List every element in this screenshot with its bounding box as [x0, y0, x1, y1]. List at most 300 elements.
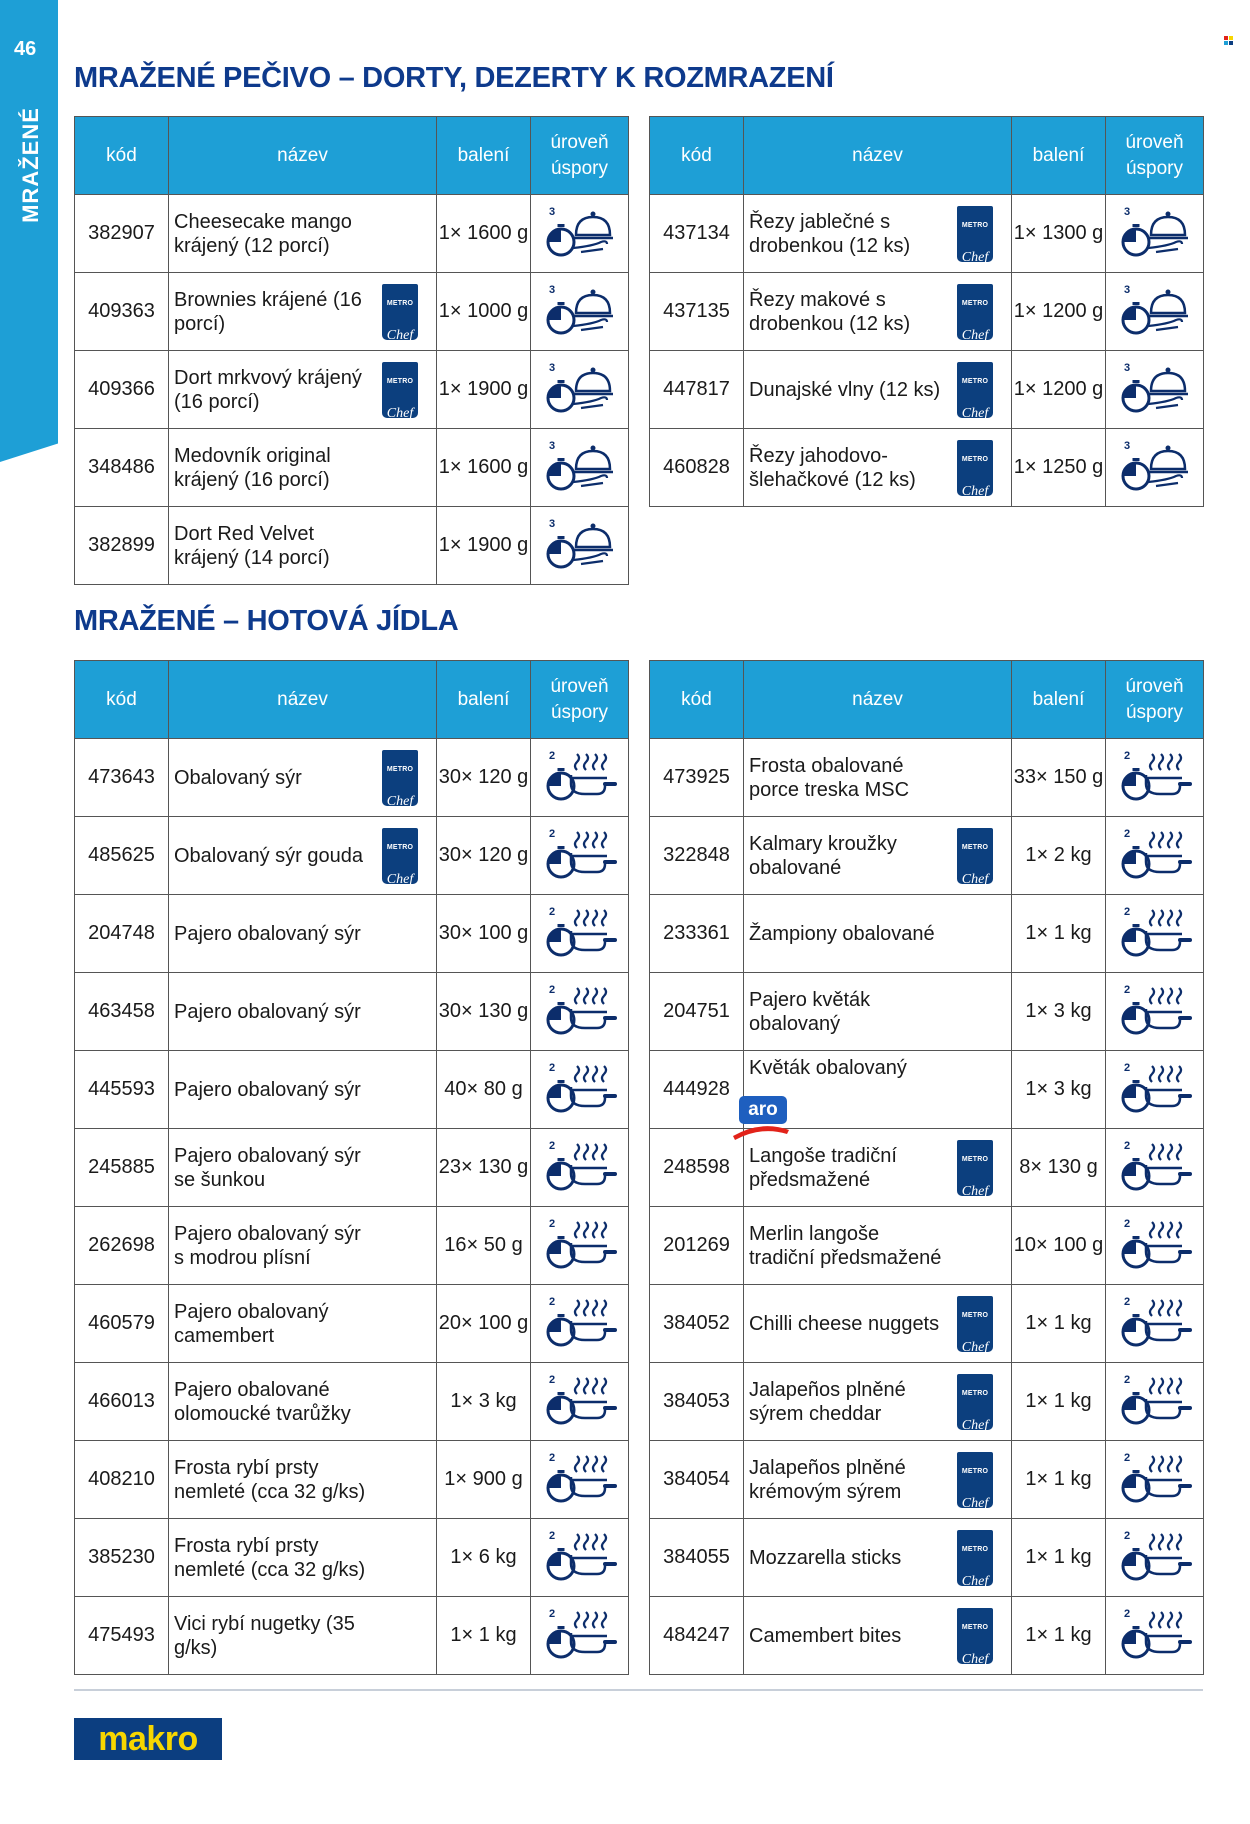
side-tab [0, 0, 58, 462]
product-name-cell [169, 739, 437, 817]
thaw-cloche-icon [543, 282, 617, 342]
product-pack: 8× 130 g [1012, 1129, 1106, 1207]
product-pack: 1× 1600 g [437, 429, 531, 507]
saving-level-cell [531, 1441, 629, 1519]
saving-level-cell [1106, 429, 1204, 507]
table-row [650, 1441, 1204, 1519]
fry-pan-icon [1118, 826, 1192, 886]
desserts-table-right [649, 116, 1204, 507]
fry-pan-icon [543, 1060, 617, 1120]
saving-level-cell [1106, 1051, 1204, 1129]
product-code: 245885 [75, 1129, 169, 1207]
saving-level-cell [1106, 973, 1204, 1051]
product-name: Brownies krájené (16 porcí) [174, 288, 362, 335]
saving-level-cell [531, 1285, 629, 1363]
thaw-cloche-icon [1118, 438, 1192, 498]
metro-chef-logo: METRO Chef [957, 1608, 993, 1664]
saving-level-cell [531, 895, 629, 973]
fry-pan-icon [1118, 982, 1192, 1042]
table-row [75, 1597, 629, 1675]
product-pack: 1× 3 kg [1012, 1051, 1106, 1129]
table-row [650, 1207, 1204, 1285]
product-code: 444928 [650, 1051, 744, 1129]
product-name-cell [169, 1207, 437, 1285]
thaw-cloche-icon [1118, 282, 1192, 342]
product-pack: 10× 100 g [1012, 1207, 1106, 1285]
metro-chef-logo: METRO Chef [382, 750, 418, 806]
aro-logo: aro [731, 1096, 791, 1140]
product-name: Cheesecake mango krájený (12 porcí) [174, 210, 352, 257]
product-name: Pajero obalovaný sýr [174, 1078, 361, 1101]
product-name: Chilli cheese nuggets [749, 1312, 940, 1335]
fry-pan-icon [1118, 1060, 1192, 1120]
product-name-cell [744, 1129, 1012, 1207]
col-header-name: název [744, 661, 1012, 739]
product-name-cell [744, 429, 1012, 507]
table-row [650, 1129, 1204, 1207]
table-row [650, 1519, 1204, 1597]
svg-text:3: 3 [548, 517, 555, 530]
svg-text:2: 2 [548, 983, 555, 996]
svg-text:3: 3 [548, 439, 555, 452]
svg-text:2: 2 [1123, 749, 1130, 762]
saving-level-cell [1106, 1363, 1204, 1441]
product-pack: 1× 1900 g [437, 351, 531, 429]
metro-chef-logo: METRO Chef [382, 362, 418, 418]
product-name: Merlin langoše tradiční předsmažené [749, 1222, 942, 1269]
product-code: 384053 [650, 1363, 744, 1441]
product-code: 384052 [650, 1285, 744, 1363]
saving-level-cell [531, 1051, 629, 1129]
thaw-cloche-icon [1118, 360, 1192, 420]
product-name: Frosta rybí prsty nemleté (cca 32 g/ks) [174, 1456, 366, 1503]
thaw-cloche-icon [1118, 204, 1192, 264]
product-name: Pajero obalovaný sýr [174, 922, 361, 945]
saving-level-cell [1106, 1519, 1204, 1597]
product-name-cell [744, 739, 1012, 817]
product-code: 460579 [75, 1285, 169, 1363]
svg-text:2: 2 [548, 1373, 555, 1386]
product-code: 460828 [650, 429, 744, 507]
saving-level-cell [1106, 1129, 1204, 1207]
metro-chef-logo: METRO Chef [957, 362, 993, 418]
product-name: Řezy jablečné s drobenkou (12 ks) [749, 210, 911, 257]
metro-chef-logo: METRO Chef [957, 1452, 993, 1508]
thaw-cloche-icon [543, 360, 617, 420]
col-header-pack: balení [437, 661, 531, 739]
saving-level-cell [1106, 817, 1204, 895]
saving-level-cell [531, 739, 629, 817]
product-code: 409363 [75, 273, 169, 351]
svg-text:2: 2 [548, 1529, 555, 1542]
fry-pan-icon [543, 1216, 617, 1276]
thaw-cloche-icon [543, 438, 617, 498]
table-row [650, 429, 1204, 507]
product-code: 382899 [75, 507, 169, 585]
table-header-row [75, 661, 629, 739]
product-pack: 1× 1 kg [1012, 895, 1106, 973]
saving-level-cell [531, 273, 629, 351]
col-header-code: kód [650, 117, 744, 195]
col-header-code: kód [75, 117, 169, 195]
fry-pan-icon [1118, 1372, 1192, 1432]
svg-text:2: 2 [548, 1061, 555, 1074]
table-header-row [650, 117, 1204, 195]
svg-text:2: 2 [1123, 1061, 1130, 1074]
saving-level-cell [1106, 351, 1204, 429]
saving-level-cell [1106, 1597, 1204, 1675]
product-name-cell [169, 817, 437, 895]
product-name: Dort mrkvový krájený (16 porcí) [174, 366, 362, 413]
product-pack: 1× 2 kg [1012, 817, 1106, 895]
svg-text:2: 2 [1123, 983, 1130, 996]
product-name: Obalovaný sýr gouda [174, 844, 364, 867]
svg-text:2: 2 [1123, 1139, 1130, 1152]
svg-text:2: 2 [1123, 1217, 1130, 1230]
col-header-level: úroveň úspory [531, 661, 629, 739]
product-name-cell [169, 1519, 437, 1597]
product-code: 409366 [75, 351, 169, 429]
saving-level-cell [531, 1597, 629, 1675]
saving-level-cell [1106, 1207, 1204, 1285]
product-pack: 1× 1300 g [1012, 195, 1106, 273]
product-name-cell [169, 429, 437, 507]
svg-text:2: 2 [548, 1451, 555, 1464]
table-row [650, 1051, 1204, 1129]
table-row [75, 1207, 629, 1285]
metro-chef-logo: METRO Chef [382, 828, 418, 884]
product-pack: 1× 1250 g [1012, 429, 1106, 507]
meals-table-right [649, 660, 1204, 1675]
svg-text:2: 2 [548, 1607, 555, 1620]
product-code: 384055 [650, 1519, 744, 1597]
product-name-cell [744, 1519, 1012, 1597]
product-pack: 30× 120 g [437, 817, 531, 895]
product-name-cell [169, 195, 437, 273]
product-pack: 30× 120 g [437, 739, 531, 817]
product-code: 466013 [75, 1363, 169, 1441]
product-name-cell [169, 1441, 437, 1519]
product-pack: 33× 150 g [1012, 739, 1106, 817]
metro-chef-logo: METRO Chef [957, 284, 993, 340]
table-row [75, 195, 629, 273]
fry-pan-icon [543, 982, 617, 1042]
product-name-cell [169, 895, 437, 973]
table-row [650, 1285, 1204, 1363]
product-code: 348486 [75, 429, 169, 507]
product-pack: 20× 100 g [437, 1285, 531, 1363]
table-row [650, 1363, 1204, 1441]
table-row [75, 351, 629, 429]
col-header-pack: balení [1012, 661, 1106, 739]
product-name-cell [744, 1441, 1012, 1519]
table-row [75, 739, 629, 817]
saving-level-cell [531, 1519, 629, 1597]
table-row [650, 1597, 1204, 1675]
product-code: 204751 [650, 973, 744, 1051]
table-row [650, 739, 1204, 817]
svg-text:2: 2 [548, 827, 555, 840]
thaw-cloche-icon [543, 204, 617, 264]
product-code: 437134 [650, 195, 744, 273]
product-name: Frosta obalované porce treska MSC [749, 754, 910, 801]
product-name-cell [744, 1285, 1012, 1363]
svg-text:3: 3 [548, 361, 555, 374]
product-pack: 1× 6 kg [437, 1519, 531, 1597]
saving-level-cell [531, 429, 629, 507]
product-code: 437135 [650, 273, 744, 351]
product-name-cell [169, 973, 437, 1051]
col-header-name: název [169, 661, 437, 739]
metro-chef-logo: METRO Chef [957, 1374, 993, 1430]
saving-level-cell [1106, 1441, 1204, 1519]
saving-level-cell [1106, 273, 1204, 351]
product-pack: 1× 900 g [437, 1441, 531, 1519]
product-name: Pajero květák obalovaný [749, 988, 871, 1035]
table-row [75, 817, 629, 895]
saving-level-cell [1106, 195, 1204, 273]
product-name: Langoše tradiční předsmažené [749, 1144, 897, 1191]
product-name: Frosta rybí prsty nemleté (cca 32 g/ks) [174, 1534, 366, 1581]
table-row [650, 351, 1204, 429]
product-pack: 1× 1900 g [437, 507, 531, 585]
product-pack: 1× 1 kg [1012, 1519, 1106, 1597]
product-code: 382907 [75, 195, 169, 273]
saving-level-cell [1106, 895, 1204, 973]
fry-pan-icon [543, 904, 617, 964]
svg-text:2: 2 [548, 749, 555, 762]
product-pack: 1× 3 kg [437, 1363, 531, 1441]
metro-chef-logo: METRO Chef [957, 1530, 993, 1586]
svg-text:2: 2 [1123, 1373, 1130, 1386]
fry-pan-icon [543, 1606, 617, 1666]
product-name-cell [169, 1363, 437, 1441]
table-row [75, 1519, 629, 1597]
table-row [75, 273, 629, 351]
fry-pan-icon [543, 1528, 617, 1588]
product-name: Pajero obalovaný sýr [174, 1000, 361, 1023]
fry-pan-icon [1118, 1528, 1192, 1588]
product-name: Pajero obalovaný camembert [174, 1300, 329, 1347]
saving-level-cell [531, 351, 629, 429]
fry-pan-icon [543, 1138, 617, 1198]
metro-chef-logo: METRO Chef [382, 284, 418, 340]
fry-pan-icon [543, 1372, 617, 1432]
col-header-name: název [169, 117, 437, 195]
product-name: Dort Red Velvet krájený (14 porcí) [174, 522, 330, 569]
section-title-ready-meals: MRAŽENÉ – HOTOVÁ JÍDLA [74, 605, 459, 637]
svg-text:3: 3 [1123, 439, 1130, 452]
svg-text:2: 2 [548, 905, 555, 918]
table-row [75, 507, 629, 585]
product-code: 385230 [75, 1519, 169, 1597]
product-name-cell [169, 1129, 437, 1207]
product-name-cell [744, 973, 1012, 1051]
product-code: 201269 [650, 1207, 744, 1285]
table-row [650, 195, 1204, 273]
saving-level-cell [531, 1207, 629, 1285]
svg-text:3: 3 [1123, 361, 1130, 374]
thaw-cloche-icon [543, 516, 617, 576]
col-header-pack: balení [437, 117, 531, 195]
fry-pan-icon [1118, 904, 1192, 964]
table-row [75, 973, 629, 1051]
product-code: 473925 [650, 739, 744, 817]
saving-level-cell [1106, 739, 1204, 817]
product-name: Jalapeños plněné krémovým sýrem [749, 1456, 906, 1503]
product-name-cell [744, 273, 1012, 351]
col-header-code: kód [75, 661, 169, 739]
makro-logo [74, 1718, 222, 1760]
product-pack: 1× 1 kg [1012, 1597, 1106, 1675]
product-code: 485625 [75, 817, 169, 895]
product-name: Kalmary kroužky obalované [749, 832, 897, 879]
product-name-cell [744, 817, 1012, 895]
table-row [75, 1285, 629, 1363]
saving-level-cell [531, 195, 629, 273]
product-name-cell [169, 273, 437, 351]
saving-level-cell [1106, 1285, 1204, 1363]
product-name-cell [169, 1051, 437, 1129]
svg-text:3: 3 [1123, 205, 1130, 218]
product-code: 475493 [75, 1597, 169, 1675]
product-code: 384054 [650, 1441, 744, 1519]
product-code: 233361 [650, 895, 744, 973]
fry-pan-icon [1118, 1606, 1192, 1666]
makro-logo-text: makro [98, 1719, 198, 1758]
table-row [650, 973, 1204, 1051]
product-name: Medovník original krájený (16 porcí) [174, 444, 331, 491]
svg-text:2: 2 [1123, 1451, 1130, 1464]
page-number: 46 [14, 38, 37, 60]
col-header-pack: balení [1012, 117, 1106, 195]
product-pack: 30× 100 g [437, 895, 531, 973]
side-label [14, 107, 48, 223]
saving-level-cell [531, 973, 629, 1051]
product-code: 408210 [75, 1441, 169, 1519]
fry-pan-icon [543, 826, 617, 886]
metro-chef-logo: METRO Chef [957, 206, 993, 262]
product-name-cell [744, 1051, 1012, 1129]
product-code: 473643 [75, 739, 169, 817]
col-header-name: název [744, 117, 1012, 195]
metro-chef-logo: METRO Chef [957, 828, 993, 884]
product-name-cell [744, 1597, 1012, 1675]
product-pack: 30× 130 g [437, 973, 531, 1051]
footer-divider [74, 1689, 1203, 1691]
svg-text:3: 3 [1123, 283, 1130, 296]
product-code: 447817 [650, 351, 744, 429]
product-name: Dunajské vlny (12 ks) [749, 378, 941, 401]
svg-text:2: 2 [1123, 905, 1130, 918]
product-pack: 1× 1600 g [437, 195, 531, 273]
product-pack: 1× 1200 g [1012, 273, 1106, 351]
product-code: 484247 [650, 1597, 744, 1675]
col-header-level: úroveň úspory [1106, 117, 1204, 195]
product-code: 262698 [75, 1207, 169, 1285]
product-name: Pajero obalované olomoucké tvarůžky [174, 1378, 351, 1425]
fry-pan-icon [1118, 1138, 1192, 1198]
col-header-code: kód [650, 661, 744, 739]
desserts-table-left [74, 116, 629, 585]
table-row [75, 429, 629, 507]
product-pack: 1× 1 kg [437, 1597, 531, 1675]
col-header-level: úroveň úspory [1106, 661, 1204, 739]
product-name-cell [744, 1207, 1012, 1285]
saving-level-cell [531, 1129, 629, 1207]
product-name: Pajero obalovaný sýr s modrou plísní [174, 1222, 361, 1269]
table-row [650, 895, 1204, 973]
product-pack: 23× 130 g [437, 1129, 531, 1207]
product-name: Obalovaný sýr [174, 766, 302, 789]
product-name-cell [744, 195, 1012, 273]
col-header-level: úroveň úspory [531, 117, 629, 195]
product-pack: 40× 80 g [437, 1051, 531, 1129]
table-row [75, 1051, 629, 1129]
saving-level-cell [531, 817, 629, 895]
product-code: 463458 [75, 973, 169, 1051]
svg-text:3: 3 [548, 283, 555, 296]
product-name-cell [169, 1285, 437, 1363]
table-row [75, 895, 629, 973]
table-row [75, 1363, 629, 1441]
table-header-row [75, 117, 629, 195]
svg-text:2: 2 [548, 1139, 555, 1152]
fry-pan-icon [1118, 1450, 1192, 1510]
table-row [650, 817, 1204, 895]
product-pack: 1× 1200 g [1012, 351, 1106, 429]
product-pack: 1× 3 kg [1012, 973, 1106, 1051]
product-name-cell [169, 1597, 437, 1675]
fry-pan-icon [1118, 1216, 1192, 1276]
meals-table-left [74, 660, 629, 1675]
svg-text:3: 3 [548, 205, 555, 218]
table-row [75, 1441, 629, 1519]
product-code: 248598 [650, 1129, 744, 1207]
fry-pan-icon [543, 748, 617, 808]
product-code: 445593 [75, 1051, 169, 1129]
svg-text:2: 2 [1123, 827, 1130, 840]
product-pack: 1× 1 kg [1012, 1363, 1106, 1441]
product-name-cell [169, 351, 437, 429]
svg-text:2: 2 [1123, 1607, 1130, 1620]
product-name: Camembert bites [749, 1624, 902, 1647]
svg-text:2: 2 [548, 1217, 555, 1230]
product-name: Řezy jahodovo-šlehačkové (12 ks) [749, 444, 916, 491]
product-name: Pajero obalovaný sýr se šunkou [174, 1144, 361, 1191]
svg-text:2: 2 [548, 1295, 555, 1308]
section-title-desserts: MRAŽENÉ PEČIVO – DORTY, DEZERTY K ROZMRAZENÍ [74, 62, 834, 94]
product-code: 204748 [75, 895, 169, 973]
product-name-cell [169, 507, 437, 585]
product-name: Mozzarella sticks [749, 1546, 902, 1569]
fry-pan-icon [543, 1294, 617, 1354]
fry-pan-icon [543, 1450, 617, 1510]
metro-chef-logo: METRO Chef [957, 440, 993, 496]
product-name: Vici rybí nugetky (35 g/ks) [174, 1612, 355, 1659]
fry-pan-icon [1118, 748, 1192, 808]
side-label-text: MRAŽENÉ [18, 107, 43, 223]
svg-text:2: 2 [1123, 1529, 1130, 1542]
product-pack: 16× 50 g [437, 1207, 531, 1285]
saving-level-cell [531, 1363, 629, 1441]
product-name-cell [744, 1363, 1012, 1441]
product-pack: 1× 1000 g [437, 273, 531, 351]
corner-logo-icon [1224, 36, 1234, 46]
product-pack: 1× 1 kg [1012, 1285, 1106, 1363]
product-name-cell [744, 895, 1012, 973]
table-row [650, 273, 1204, 351]
